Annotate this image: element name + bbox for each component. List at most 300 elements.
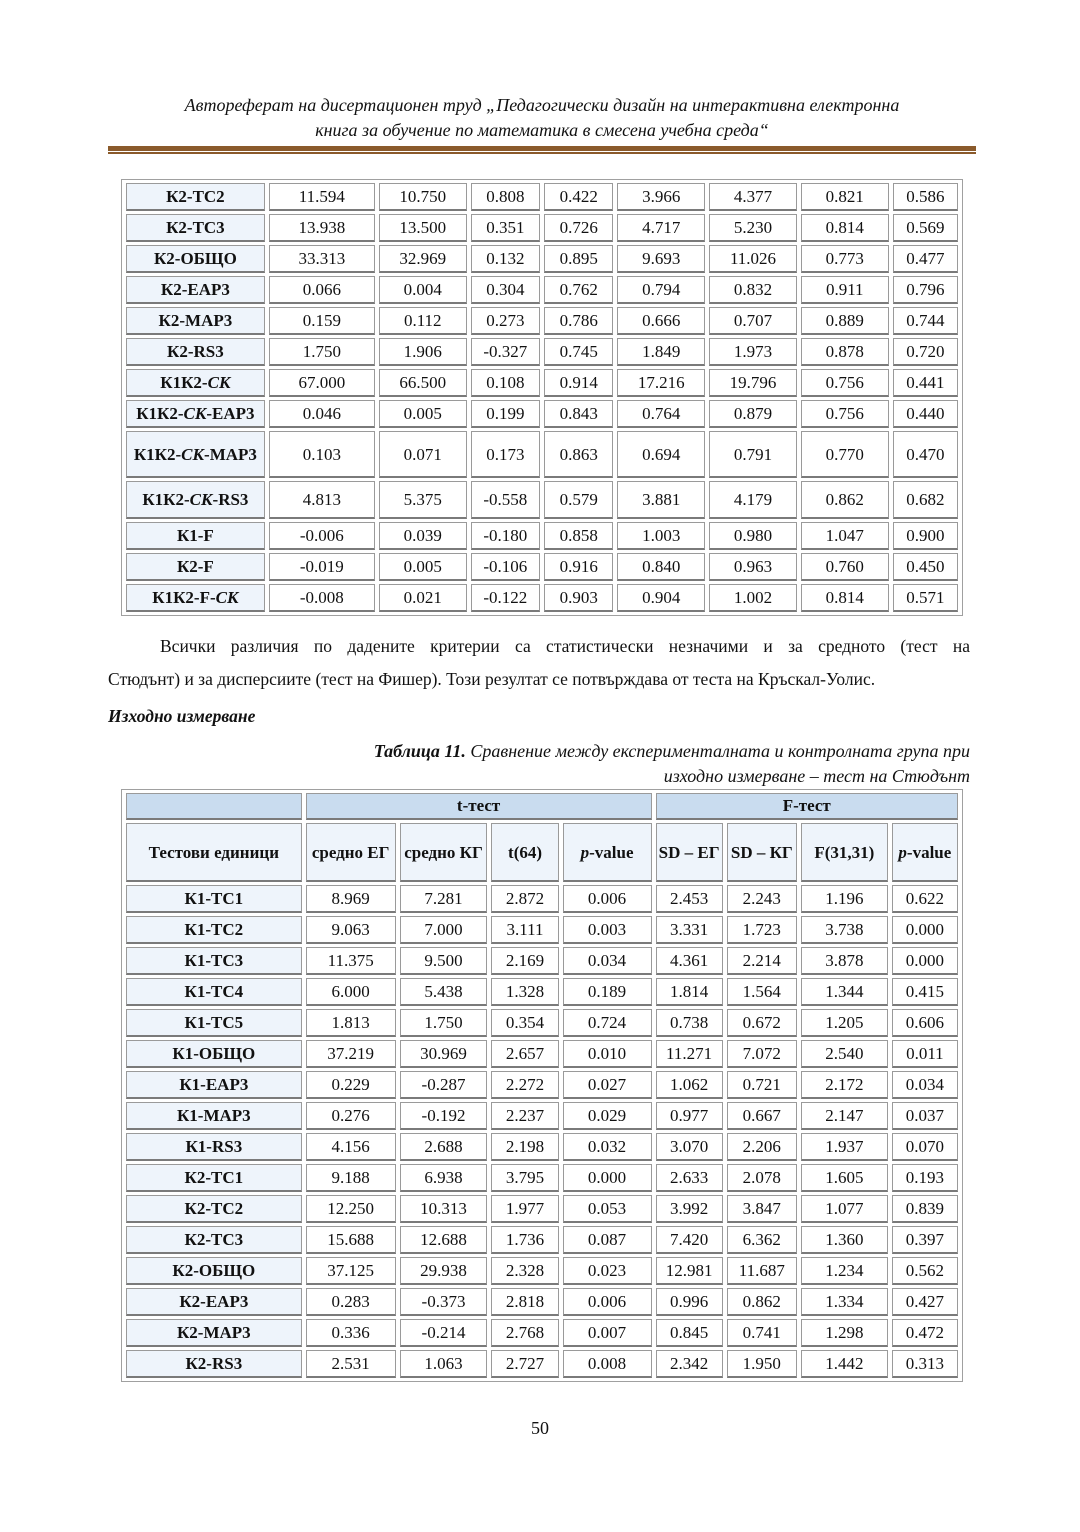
running-header — [108, 93, 976, 143]
table-cell: 1.814 — [656, 978, 723, 1006]
table-cell: 2.147 — [801, 1102, 888, 1130]
table-cell: 37.219 — [306, 1040, 396, 1068]
table-cell: 1.750 — [400, 1009, 488, 1037]
row-label — [126, 369, 265, 397]
table-11-header-row — [126, 823, 958, 882]
row-label-prefix: К1К2- — [142, 489, 190, 509]
table-cell: 0.770 — [801, 431, 889, 478]
table-cell: 0.450 — [893, 553, 958, 581]
table-row — [126, 276, 958, 304]
table-cell: 1.344 — [801, 978, 888, 1006]
table-cell: 0.477 — [893, 245, 958, 273]
table-cell: 0.070 — [892, 1133, 958, 1161]
table-cell: 0.354 — [491, 1009, 558, 1037]
row-label: К2-ОБЩО — [126, 245, 265, 273]
table-cell: 0.821 — [801, 183, 889, 211]
table-cell: 0.762 — [544, 276, 613, 304]
table-row — [126, 1102, 958, 1130]
table-cell: 0.862 — [801, 481, 889, 519]
table-cell: 3.881 — [617, 481, 705, 519]
table-cell: 0.562 — [892, 1257, 958, 1285]
table-cell: 0.579 — [544, 481, 613, 519]
table-cell: 37.125 — [306, 1257, 396, 1285]
table-cell: 0.756 — [801, 369, 889, 397]
table-cell: 0.032 — [563, 1133, 652, 1161]
row-label-italic: СК — [207, 372, 231, 392]
header-p-value-f — [892, 823, 958, 882]
table-cell: 0.862 — [727, 1288, 797, 1316]
table-row — [126, 1257, 958, 1285]
table-cell: 10.750 — [379, 183, 467, 211]
table-cell: 0.996 — [656, 1288, 723, 1316]
table-cell: 2.237 — [491, 1102, 558, 1130]
row-label: К1-ТС1 — [126, 885, 302, 913]
table-row — [126, 947, 958, 975]
table-row — [126, 1288, 958, 1316]
table-cell: 2.688 — [400, 1133, 488, 1161]
table-cell: 2.727 — [491, 1350, 558, 1378]
table-cell: 4.156 — [306, 1133, 396, 1161]
table-cell: 17.216 — [617, 369, 705, 397]
header-p-value-f-rest: -value — [906, 842, 952, 862]
table-cell: 0.845 — [656, 1319, 723, 1347]
table-cell: 1.234 — [801, 1257, 888, 1285]
table-cell: 7.420 — [656, 1226, 723, 1254]
table-11-group-blank — [126, 793, 302, 820]
table-cell: 19.796 — [709, 369, 797, 397]
table-cell: 0.586 — [893, 183, 958, 211]
table-cell: 0.132 — [471, 245, 540, 273]
table-cell: 7.072 — [727, 1040, 797, 1068]
table-cell: 2.198 — [491, 1133, 558, 1161]
table-cell: -0.008 — [269, 584, 375, 612]
table-cell: 11.687 — [727, 1257, 797, 1285]
table-cell: 0.606 — [892, 1009, 958, 1037]
table-cell: 0.977 — [656, 1102, 723, 1130]
table-cell: -0.373 — [400, 1288, 488, 1316]
table-cell: 5.375 — [379, 481, 467, 519]
table-row — [126, 1319, 958, 1347]
table-cell: 0.066 — [269, 276, 375, 304]
table-cell: 0.963 — [709, 553, 797, 581]
header-p-value-f-italic: p — [898, 842, 907, 862]
table-row — [126, 431, 958, 478]
table-cell: 7.000 — [400, 916, 488, 944]
row-label — [126, 481, 265, 519]
table-cell: 0.796 — [893, 276, 958, 304]
header-f3131: F(31,31) — [801, 823, 888, 882]
table-cell: 0.879 — [709, 400, 797, 428]
row-label — [126, 400, 265, 428]
table-cell: 0.005 — [379, 553, 467, 581]
table-cell: 0.672 — [727, 1009, 797, 1037]
table-cell: 1.003 — [617, 522, 705, 550]
paragraph-conclusion-line-1: Всички различия по дадените критерии са статистически незначими и за средното (тест на — [160, 636, 970, 656]
table-cell: 10.313 — [400, 1195, 488, 1223]
table-cell: 9.188 — [306, 1164, 396, 1192]
table-cell: 11.594 — [269, 183, 375, 211]
table-cell: 3.331 — [656, 916, 723, 944]
row-label: К2-MAP3 — [126, 1319, 302, 1347]
table-row — [126, 1195, 958, 1223]
table-cell: 1.950 — [727, 1350, 797, 1378]
table-cell: 2.243 — [727, 885, 797, 913]
results-table-11 — [121, 789, 963, 1382]
row-label: К2-MAP3 — [126, 307, 265, 335]
header-p-value-t-rest: -value — [589, 842, 634, 862]
table-cell: 0.173 — [471, 431, 540, 478]
row-label: К1-MAP3 — [126, 1102, 302, 1130]
table-cell: 4.813 — [269, 481, 375, 519]
table-cell: 0.108 — [471, 369, 540, 397]
table-cell: 2.169 — [491, 947, 558, 975]
table-cell: 2.078 — [727, 1164, 797, 1192]
header-sd-kg: SD – КГ — [727, 823, 797, 882]
table-cell: 0.273 — [471, 307, 540, 335]
table-cell: 0.786 — [544, 307, 613, 335]
table-cell: 1.298 — [801, 1319, 888, 1347]
table-cell: 67.000 — [269, 369, 375, 397]
table-cell: 3.111 — [491, 916, 558, 944]
table-cell: 2.272 — [491, 1071, 558, 1099]
results-table-continued — [121, 179, 963, 616]
page-number: 50 — [531, 1418, 549, 1438]
table-cell: 2.540 — [801, 1040, 888, 1068]
table-cell: 0.914 — [544, 369, 613, 397]
table-cell: 0.791 — [709, 431, 797, 478]
table-row — [126, 214, 958, 242]
table-11-group-row — [126, 793, 958, 820]
table-cell: 0.199 — [471, 400, 540, 428]
table-cell: 9.063 — [306, 916, 396, 944]
table-cell: 4.717 — [617, 214, 705, 242]
table-cell: 1.196 — [801, 885, 888, 913]
row-label: К2-F — [126, 553, 265, 581]
table-cell: 4.179 — [709, 481, 797, 519]
table-cell: 1.723 — [727, 916, 797, 944]
table-cell: 13.500 — [379, 214, 467, 242]
table-cell: 0.470 — [893, 431, 958, 478]
table-cell: 0.571 — [893, 584, 958, 612]
table-cell: 0.071 — [379, 431, 467, 478]
table-cell: 0.472 — [892, 1319, 958, 1347]
table-cell: 1.047 — [801, 522, 889, 550]
table-cell: 3.795 — [491, 1164, 558, 1192]
running-header-line-1: Автореферат на дисертационен труд „Педагогически дизайн на интерактивна електронна — [184, 95, 900, 115]
row-label: К2-ТС3 — [126, 1226, 302, 1254]
table-cell: 0.087 — [563, 1226, 652, 1254]
table-caption-line-1: Сравнение между експерименталната и контролната група при — [465, 741, 970, 761]
table-cell: 29.938 — [400, 1257, 488, 1285]
table-cell: 2.172 — [801, 1071, 888, 1099]
table-cell: 3.992 — [656, 1195, 723, 1223]
row-label — [126, 431, 265, 478]
table-cell: 0.773 — [801, 245, 889, 273]
table-cell: 1.750 — [269, 338, 375, 366]
table-row — [126, 1009, 958, 1037]
table-cell: 0.808 — [471, 183, 540, 211]
table-cell: 0.911 — [801, 276, 889, 304]
table-caption-number: Таблица 11. — [373, 741, 466, 761]
table-cell: 0.304 — [471, 276, 540, 304]
table-row — [126, 1133, 958, 1161]
table-cell: 2.657 — [491, 1040, 558, 1068]
table-cell: 0.112 — [379, 307, 467, 335]
row-label: К1-RS3 — [126, 1133, 302, 1161]
table-cell: 0.744 — [893, 307, 958, 335]
table-cell: 0.814 — [801, 584, 889, 612]
table-cell: -0.122 — [471, 584, 540, 612]
table-row — [126, 1350, 958, 1378]
table-cell: 4.377 — [709, 183, 797, 211]
table-cell: 1.977 — [491, 1195, 558, 1223]
table-cell: 0.027 — [563, 1071, 652, 1099]
table-row — [126, 584, 958, 612]
table-cell: 1.063 — [400, 1350, 488, 1378]
table-cell: 0.021 — [379, 584, 467, 612]
table-cell: 6.000 — [306, 978, 396, 1006]
header-p-value-t — [563, 823, 652, 882]
table-cell: 0.720 — [893, 338, 958, 366]
table-row — [126, 885, 958, 913]
table-cell: -0.180 — [471, 522, 540, 550]
table-cell: 1.328 — [491, 978, 558, 1006]
table-cell: -0.006 — [269, 522, 375, 550]
table-cell: 0.441 — [893, 369, 958, 397]
running-header-line-2: книга за обучение по математика в смесена учебна среда“ — [315, 120, 769, 140]
table-cell: 0.839 — [892, 1195, 958, 1223]
row-label: К2-RS3 — [126, 1350, 302, 1378]
header-test-units: Тестови единици — [126, 823, 302, 882]
table-row — [126, 183, 958, 211]
table-row — [126, 553, 958, 581]
table-cell: 4.361 — [656, 947, 723, 975]
table-cell: 0.283 — [306, 1288, 396, 1316]
table-cell: 7.281 — [400, 885, 488, 913]
section-heading: Изходно измерване — [108, 706, 256, 726]
table-cell: 0.229 — [306, 1071, 396, 1099]
table-cell: 6.362 — [727, 1226, 797, 1254]
table-row — [126, 1071, 958, 1099]
table-row — [126, 307, 958, 335]
table-cell: 0.863 — [544, 431, 613, 478]
table-row — [126, 245, 958, 273]
table-cell: 0.895 — [544, 245, 613, 273]
table-cell: 2.768 — [491, 1319, 558, 1347]
table-cell: 12.250 — [306, 1195, 396, 1223]
row-label: К2-RS3 — [126, 338, 265, 366]
table-cell: 1.906 — [379, 338, 467, 366]
table-cell: 0.053 — [563, 1195, 652, 1223]
table-11-group-ftest: F-тест — [656, 793, 959, 820]
table-cell: 0.707 — [709, 307, 797, 335]
table-cell: 0.005 — [379, 400, 467, 428]
table-row — [126, 400, 958, 428]
table-row — [126, 369, 958, 397]
row-label-prefix: К1К2-F- — [152, 587, 216, 607]
table-cell: 1.849 — [617, 338, 705, 366]
table-cell: -0.287 — [400, 1071, 488, 1099]
header-t64: t(64) — [491, 823, 558, 882]
table-cell: 0.900 — [893, 522, 958, 550]
table-cell: 3.070 — [656, 1133, 723, 1161]
row-label: К1-ТС3 — [126, 947, 302, 975]
table-cell: 32.969 — [379, 245, 467, 273]
table-cell: 2.214 — [727, 947, 797, 975]
table-cell: 0.008 — [563, 1350, 652, 1378]
table-cell: 5.230 — [709, 214, 797, 242]
table-cell: 6.938 — [400, 1164, 488, 1192]
table-cell: 1.077 — [801, 1195, 888, 1223]
row-label-suffix: -MAP3 — [204, 444, 257, 464]
table-caption-line-2: изходно измерване – тест на Стюдънт — [663, 766, 970, 786]
table-cell: 2.633 — [656, 1164, 723, 1192]
row-label: К2-EAP3 — [126, 276, 265, 304]
row-label-prefix: К1К2- — [133, 444, 182, 464]
table-cell: 0.023 — [563, 1257, 652, 1285]
table-cell: 0.415 — [892, 978, 958, 1006]
table-cell: 0.351 — [471, 214, 540, 242]
table-cell: 12.981 — [656, 1257, 723, 1285]
table-cell: 9.500 — [400, 947, 488, 975]
table-cell: 8.969 — [306, 885, 396, 913]
header-sd-eg: SD – ЕГ — [656, 823, 723, 882]
table-cell: 1.360 — [801, 1226, 888, 1254]
table-cell: 66.500 — [379, 369, 467, 397]
table-cell: 3.878 — [801, 947, 888, 975]
row-label-suffix: -EAP3 — [206, 403, 255, 423]
table-cell: 0.011 — [892, 1040, 958, 1068]
table-cell: 0.000 — [563, 1164, 652, 1192]
table-cell: 3.738 — [801, 916, 888, 944]
table-cell: 0.878 — [801, 338, 889, 366]
table-cell: 0.916 — [544, 553, 613, 581]
table-cell: 0.034 — [563, 947, 652, 975]
table-cell: 2.453 — [656, 885, 723, 913]
table-cell: 13.938 — [269, 214, 375, 242]
table-cell: 0.193 — [892, 1164, 958, 1192]
row-label-prefix: К1К2- — [160, 372, 208, 392]
table-cell: 0.427 — [892, 1288, 958, 1316]
table-cell: 0.840 — [617, 553, 705, 581]
table-cell: 9.693 — [617, 245, 705, 273]
table-cell: 1.205 — [801, 1009, 888, 1037]
header-mean-eg: средно ЕГ — [306, 823, 396, 882]
row-label: К2-EAP3 — [126, 1288, 302, 1316]
row-label-italic: СК — [215, 587, 239, 607]
table-cell: 1.442 — [801, 1350, 888, 1378]
table-cell: 2.328 — [491, 1257, 558, 1285]
table-cell: 11.375 — [306, 947, 396, 975]
row-label: К1-F — [126, 522, 265, 550]
table-cell: 1.062 — [656, 1071, 723, 1099]
table-cell: 0.745 — [544, 338, 613, 366]
row-label-italic: СК — [183, 403, 207, 423]
row-label-italic: СК — [189, 489, 213, 509]
table-cell: 0.000 — [892, 916, 958, 944]
table-cell: 0.006 — [563, 885, 652, 913]
table-cell: 0.000 — [892, 947, 958, 975]
paragraph-conclusion-line-2: Стюдънт) и за дисперсиите (тест на Фишер). Този резултат се потвърждава от теста на Кръскал-Уолис. — [108, 669, 876, 689]
row-label-italic: СК — [181, 444, 205, 464]
table-cell: 0.010 — [563, 1040, 652, 1068]
table-cell: 3.847 — [727, 1195, 797, 1223]
table-row — [126, 1226, 958, 1254]
table-cell: 0.103 — [269, 431, 375, 478]
table-cell: 2.872 — [491, 885, 558, 913]
row-label: К1-ТС5 — [126, 1009, 302, 1037]
row-label: К1-ОБЩО — [126, 1040, 302, 1068]
table-cell: 0.422 — [544, 183, 613, 211]
row-label-suffix: -RS3 — [212, 489, 249, 509]
table-cell: 0.764 — [617, 400, 705, 428]
header-rule-thin — [108, 152, 976, 154]
table-cell: 1.334 — [801, 1288, 888, 1316]
table-cell: -0.327 — [471, 338, 540, 366]
table-cell: 0.039 — [379, 522, 467, 550]
table-row — [126, 1040, 958, 1068]
table-cell: 0.046 — [269, 400, 375, 428]
table-cell: 11.026 — [709, 245, 797, 273]
table-cell: 2.531 — [306, 1350, 396, 1378]
table-cell: 0.667 — [727, 1102, 797, 1130]
table-cell: 0.336 — [306, 1319, 396, 1347]
table-cell: 0.904 — [617, 584, 705, 612]
table-cell: 1.736 — [491, 1226, 558, 1254]
table-cell: 0.159 — [269, 307, 375, 335]
table-row — [126, 1164, 958, 1192]
table-cell: 33.313 — [269, 245, 375, 273]
table-row — [126, 481, 958, 519]
table-cell: 0.682 — [893, 481, 958, 519]
table-cell: 0.007 — [563, 1319, 652, 1347]
table-cell: 0.724 — [563, 1009, 652, 1037]
row-label-prefix: К1К2- — [136, 403, 184, 423]
table-cell: 0.794 — [617, 276, 705, 304]
table-cell: 0.832 — [709, 276, 797, 304]
table-cell: 0.029 — [563, 1102, 652, 1130]
table-cell: 11.271 — [656, 1040, 723, 1068]
header-mean-kg: средно КГ — [400, 823, 488, 882]
row-label: К2-ТС3 — [126, 214, 265, 242]
table-cell: -0.192 — [400, 1102, 488, 1130]
table-cell: 0.276 — [306, 1102, 396, 1130]
header-p-value-t-italic: p — [580, 842, 590, 862]
table-cell: 2.818 — [491, 1288, 558, 1316]
table-cell: 0.760 — [801, 553, 889, 581]
table-cell: 0.622 — [892, 885, 958, 913]
row-label: К2-ТС2 — [126, 1195, 302, 1223]
row-label — [126, 584, 265, 612]
row-label: К1-EAP3 — [126, 1071, 302, 1099]
table-cell: 1.605 — [801, 1164, 888, 1192]
row-label: К1-ТС4 — [126, 978, 302, 1006]
table-cell: 5.438 — [400, 978, 488, 1006]
table-cell: 0.756 — [801, 400, 889, 428]
table-11-group-ttest: t-тест — [306, 793, 652, 820]
table-cell: -0.019 — [269, 553, 375, 581]
table-cell: 0.814 — [801, 214, 889, 242]
table-cell: 1.973 — [709, 338, 797, 366]
table-cell: 0.694 — [617, 431, 705, 478]
table-cell: 0.397 — [892, 1226, 958, 1254]
table-cell: 0.189 — [563, 978, 652, 1006]
table-cell: 0.004 — [379, 276, 467, 304]
table-cell: 1.002 — [709, 584, 797, 612]
table-cell: 0.726 — [544, 214, 613, 242]
table-cell: 0.034 — [892, 1071, 958, 1099]
table-cell: 0.003 — [563, 916, 652, 944]
